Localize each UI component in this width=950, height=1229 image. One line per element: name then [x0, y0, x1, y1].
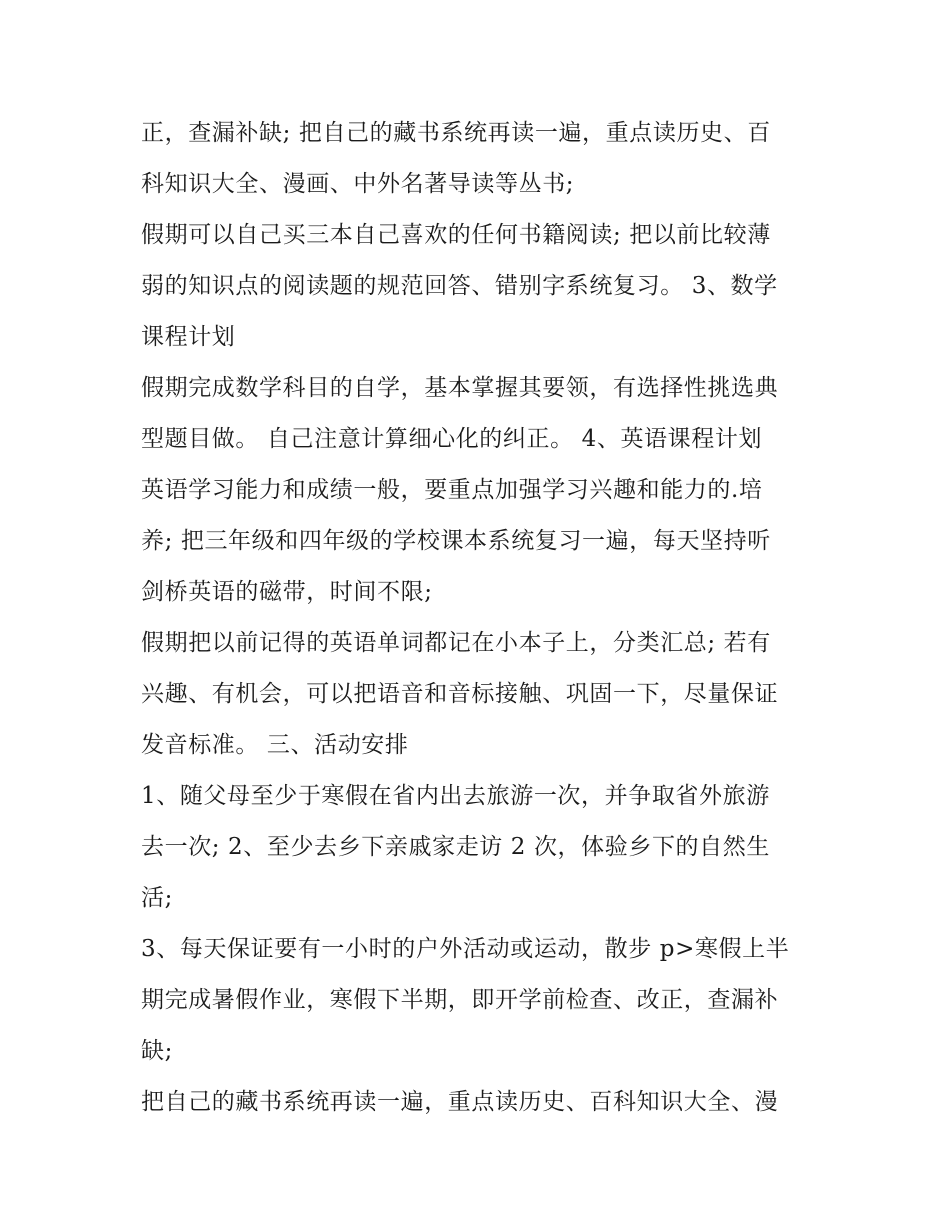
text-line: 假期完成数学科目的自学，基本掌握其要领，有选择性挑选典: [141, 375, 779, 401]
text-line: 科知识大全、漫画、中外名著导读等丛书;: [141, 171, 575, 197]
text-line: 正，查漏补缺; 把自己的藏书系统再读一遍，重点读历史、百: [141, 120, 771, 146]
text-line: 假期可以自己买三本自己喜欢的任何书籍阅读; 把以前比较薄: [141, 222, 771, 248]
text-line: 养; 把三年级和四年级的学校课本系统复习一遍，每天坚持听: [141, 528, 771, 554]
text-line: 剑桥英语的磁带，时间不限;: [141, 579, 433, 605]
text-line: 期完成暑假作业，寒假下半期，即开学前检查、改正，查漏补: [141, 987, 779, 1013]
body-text: [141, 108, 821, 1128]
text-line: 缺;: [141, 1038, 173, 1064]
text-line: 型题目做。 自己注意计算细心化的纠正。 4、英语课程计划: [141, 426, 763, 452]
text-line: 英语学习能力和成绩一般，要重点加强学习兴趣和能力的.培: [141, 477, 763, 503]
text-line: 把自己的藏书系统再读一遍，重点读历史、百科知识大全、漫: [141, 1089, 779, 1115]
text-line: 3、每天保证要有一小时的户外活动或运动，散步 p>寒假上半: [141, 936, 790, 962]
text-line: 1、随父母至少于寒假在省内出去旅游一次，并争取省外旅游: [141, 783, 770, 809]
text-line: 活;: [141, 885, 173, 911]
text-line: 去一次; 2、至少去乡下亲戚家走访 2 次，体验乡下的自然生: [141, 834, 770, 860]
text-line: 假期把以前记得的英语单词都记在小本子上，分类汇总; 若有: [141, 630, 771, 656]
text-line: 课程计划: [141, 324, 236, 350]
text-line: 弱的知识点的阅读题的规范回答、错别字系统复习。 3、数学: [141, 273, 778, 299]
text-line: 兴趣、有机会，可以把语音和音标接触、巩固一下，尽量保证: [141, 681, 779, 707]
text-line: 发音标准。 三、活动安排: [141, 732, 409, 758]
